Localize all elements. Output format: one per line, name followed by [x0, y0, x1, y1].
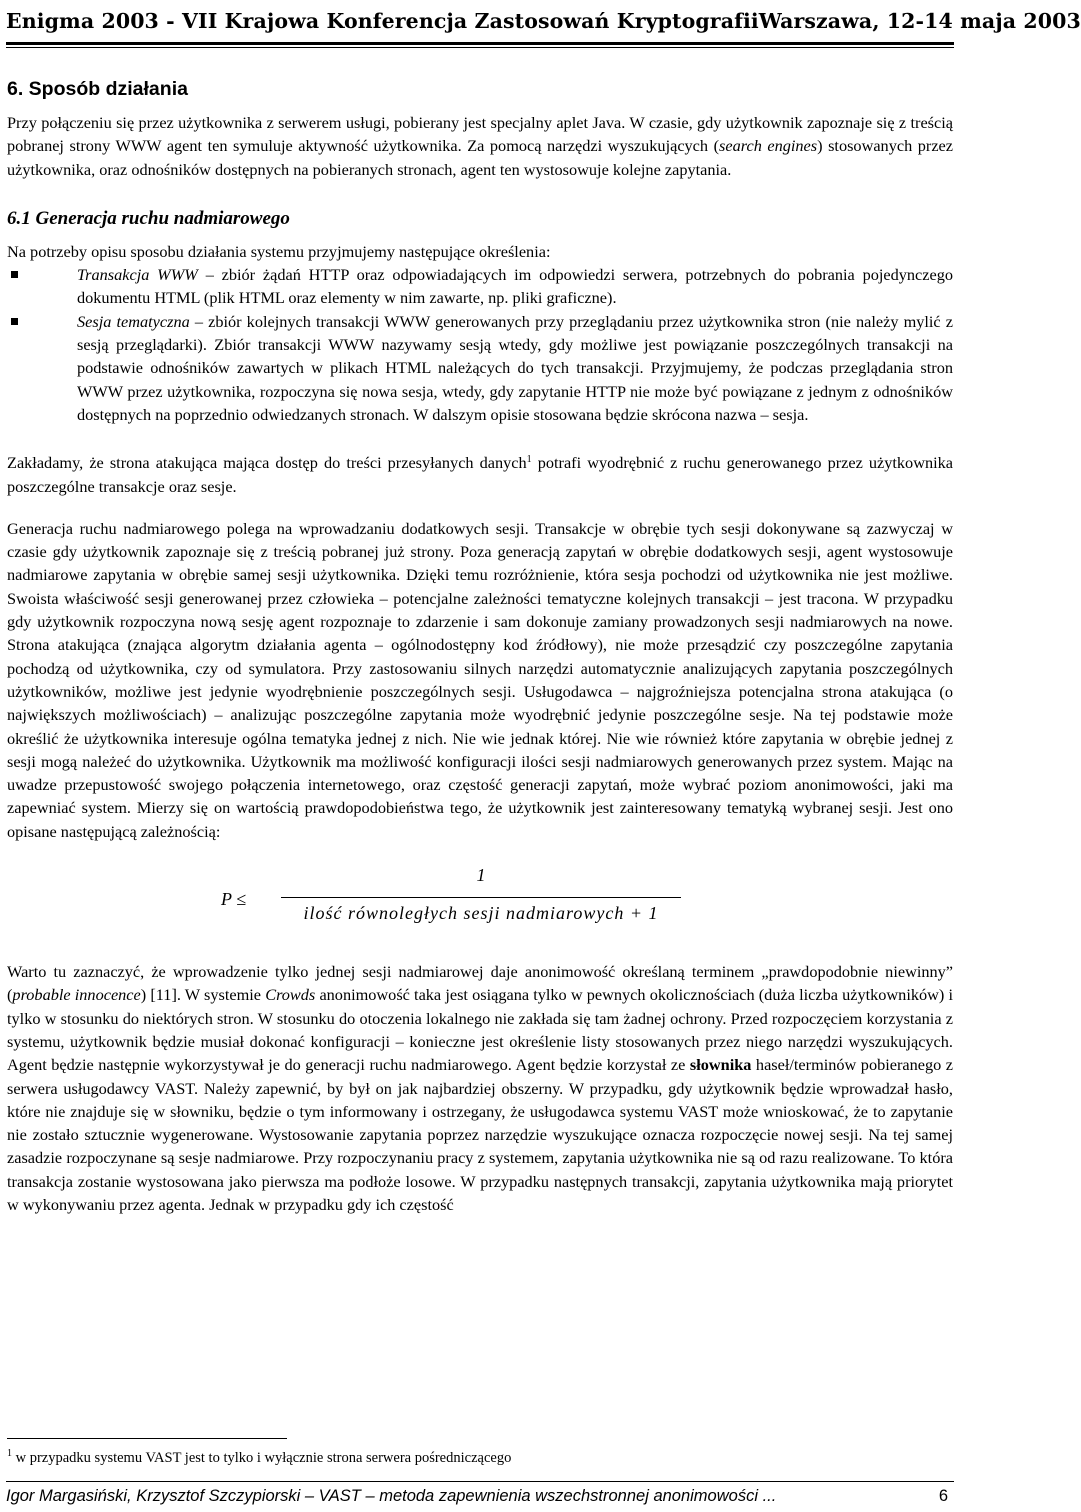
formula-numerator: 1 — [476, 865, 486, 886]
section-title: 6. Sposób działania — [7, 78, 188, 100]
footnote: $^1$ w przypadku systemu VAST jest to tylko i wyłącznie strona serwera pośredniczącego — [7, 1448, 512, 1466]
formula-lhs: P ≤ — [221, 889, 247, 910]
fraction-bar — [281, 897, 681, 898]
formula-denominator: ilość równoległych sesji nadmiarowych + 1 — [303, 903, 659, 924]
subsection-title: 6.1 Generacja ruchu nadmiarowego — [7, 207, 290, 229]
definition-item: Transakcja WWW – zbiór żądań HTTP oraz odpowiadających im odpowiedzi serwera, potrzebnych do pobrania pojedynczego dokumentu HTML (plik HTML oraz elementy w nim zawarte, np. pliki graficzne). — [7, 263, 953, 310]
body-text — [7, 76, 953, 1216]
footnote-marker: 1 — [526, 454, 532, 466]
header-conference: Enigma 2003 - VII Krajowa Konferencja Zastosowań Kryptografii — [6, 9, 759, 33]
running-footer — [6, 1487, 948, 1506]
header-location-date: Warszawa, 12-14 maja 2003 — [758, 9, 1081, 33]
footnote-rule — [7, 1438, 287, 1439]
header-rule — [6, 42, 954, 45]
square-bullet-icon — [11, 271, 18, 278]
generation-paragraph: Generacja ruchu nadmiarowego polega na wprowadzaniu dodatkowych sesji. Transakcje w obrębie tych sesji dokonywane są zazwyczaj w czasie gdy użytkownik zapoznaje się z treścią pobranej już strony. Poza generacją zapytań w obrębie dodatkowych sesji, agent wystosowuje nadmiarowe zapytania w obrębie samej sesji użytkownika. Dzięki temu rozróżnienie, która sesja pochodzi od użytkownika nie jest możliwe. Swoista właściwość sesji generowanej przez człowieka – potencjalne zależności tematyczne kolejnych transakcji – jest tracona. W przypadku gdy użytkownik rozpoczyna nową sesję agent rozpoznaje to zdarzenie i sam dokonuje zamiany prowadzonych sesji nadmiarowych na nowe. Strona atakująca (znająca algorytm działania agenta – ogólnodostępny kod źródłowy), nie może przesądzić czy poszczególne zapytania pochodzą od użytkownika, czy od symulatora. Przy zastosowaniu silnych narzędzi automatycznie analizujących zapytania poszczególnych użytkowników, możliwe jest jedynie wyodrębnienie poszczególnych sesji. Usługodawca – najgroźniejsza potencjalna strona atakująca (o największych możliwościach) – analizując poszczególne zapytania może wyodrębnić jedynie poszczególne sesje. Na tej podstawie może określić że użytkownika interesuje ogólna tematyka jednej z nich. Nie wie jednak której. Nie wie również które zapytania w obrębie jednej z sesji mogą należeć do użytkownika. Użytkownik ma możliwość konfiguracji ilości sesji nadmiarowych generowanych przez system. Mając na uwadze przepustowość swojego połączenia internetowego, oraz częstość generacji zapytań, może wybrać poziom anonimowości, jaki ma zapewniać system. Mierzy się on wartością prawdopodobieństwa tego, że użytkownik jest zainteresowany tematyką wybranej sesji. Jest ono opisane następującą zależnością: — [7, 518, 953, 841]
anonymity-paragraph: Warto tu zaznaczyć, że wprowadzenie tylko jednej sesji nadmiarowej daje anonimowość określaną terminem „prawdopodobnie niewinny” (probable innocence) [11]. W systemie Crowds anonimowość taka jest osiągana tylko w pewnych okolicznościach (duża liczba użytkowników) i tylko w stosunku do niektórych stron. W stosunku do otoczenia lokalnego nie zakłada się tam żadnej ochrony. Przed rozpoczęciem korzystania z systemu, użytkownik będzie musiał dokonać konfiguracji – konieczne jest określenie listy stosowanych przez niego narzędzi wyszukujących. Agent będzie następnie wykorzystywał je do generacji ruchu nadmiarowego. Agent będzie korzystał ze słownika haseł/terminów pobieranego z serwera usługodawcy VAST. Należy zapewnić, by był on jak najbardziej obszerny. W przypadku, gdy użytkownik będzie wprowadzał hasło, które nie znajduje się w słowniku, będzie o tym informowany i ostrzegany, że usługodawca systemu VAST może wnioskować, że to zapytanie nie zostało sztucznie wygenerowane. Wystosowanie zapytania poprzez narzędzie wyszukujące oznacza rozpoczęcie nowej sesji. Na tej samej zasadzie rozpoczynane są sesje nadmiarowe. Przy rozpoczynaniu pracy z systemem, zapytania użytkownika nie są od razu realizowane. To która transakcja zostanie wystosowana jako pierwsza ma podłoże losowe. W przypadku następnych transakcji, zapytania użytkownika mają priorytet w wykonywaniu przez agenta. Jednak w przypadku gdy ich częstość — [7, 962, 954, 1214]
page-number: 6 — [938, 1487, 948, 1505]
running-header — [6, 4, 1081, 38]
footer-rule — [6, 1481, 954, 1482]
definitions-intro: Na potrzeby opisu sposobu działania systemu przyjmujemy następujące określenia: — [7, 241, 551, 261]
section-paragraph: Przy połączeniu się przez użytkownika z serwerem usługi, pobierany jest specjalny aplet Java. W czasie, gdy użytkownik zapoznaje się z treścią pobranej strony WWW agent ten symuluje aktywność użytkownika. Za pomocą narzędzi wyszukujących (search engines) stosowanych przez użytkownika, oraz odnośników dostępnych na pobieranych stronach, agent ten wystosowuje kolejne zapytania. — [7, 113, 953, 179]
definition-item: Sesja tematyczna – zbiór kolejnych transakcji WWW generowanych przy przeglądaniu przez użytkownika stron (nie należy mylić z sesją przeglądarki). Zbiór transakcji WWW nazywamy sesją wtedy, gdy możliwe jest powiązanie poszczególnych transakcji na podstawie odnośników zawartych w plikach HTML należących do tych transakcji. Przyjmujemy, że podczas przeglądania stron WWW przez użytkownika, rozpoczyna się nowa sesja, wtedy, gdy zapytanie HTTP nie może być powiązane z jednym z odnośników dostępnych na poprzednio odwiedzanych stronach. W dalszym opisie stosowana będzie skrócona nazwa – sesja. — [7, 310, 953, 426]
probability-formula — [7, 864, 953, 934]
square-bullet-icon — [11, 318, 18, 325]
assumption-paragraph: Zakładamy, że strona atakująca mająca dostęp do treści przesyłanych danych$^1$ potrafi wyodrębnić z ruchu generowanego przez użytkownika poszczególne transakcje oraz sesje. — [7, 453, 953, 496]
footer-authors-title: Igor Margasiński, Krzysztof Szczypiorski – VAST – metoda zapewnienia wszechstronnej anonimowości ... — [6, 1487, 777, 1505]
header-rule-thin — [6, 47, 954, 48]
definitions-list — [7, 263, 953, 426]
